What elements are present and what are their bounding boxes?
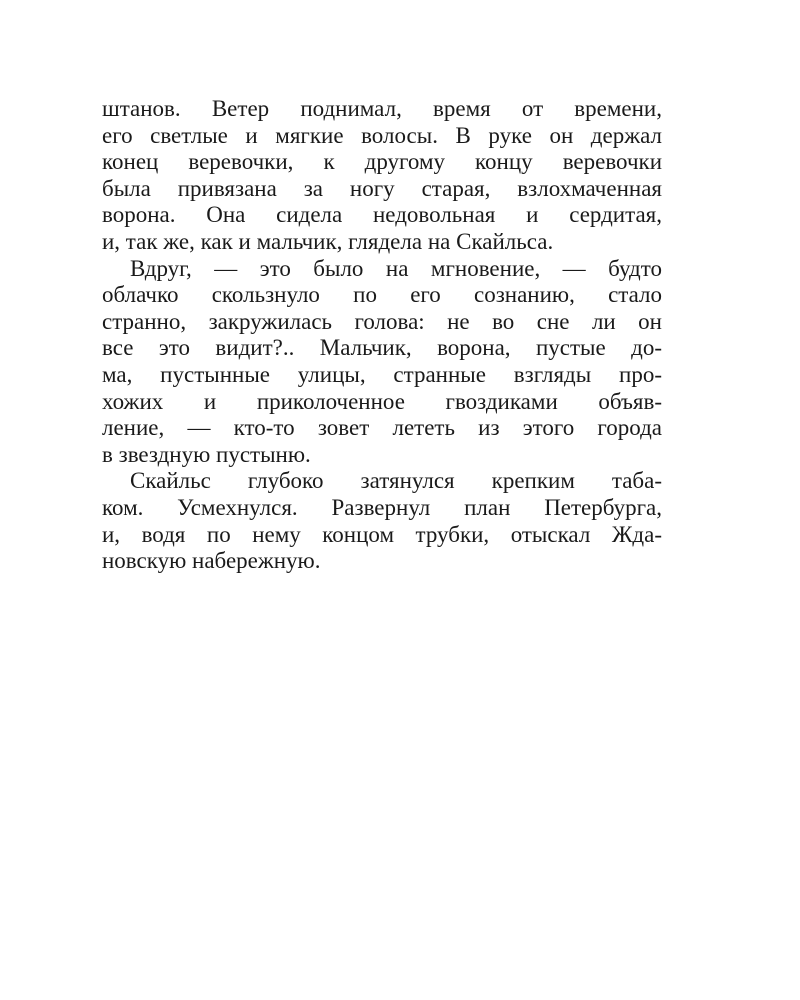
text-line: новскую набережную. [102,548,321,574]
text-line: штанов. Ветер поднимал, время от времени, [102,96,662,121]
text-line: ком. Усмехнулся. Развернул план Петербурга, [102,494,662,520]
text-line: его светлые и мягкие волосы. В руке он держал [102,122,662,148]
text-line: ма, пустынные улицы, странные взгляды про- [102,361,662,387]
text-line: Скайльс глубоко затянулся крепким таба- [130,468,662,494]
text-line: облачко скользнуло по его сознанию, стало [102,282,662,308]
text-line: и, водя по нему концом трубки, отыскал Жда- [102,521,662,547]
text-line: ление, — кто-то зовет лететь из этого города [102,415,662,441]
text-line: в звездную пустыню. [102,441,311,467]
paragraph-1 [102,96,662,256]
text-line: Вдруг, — это было на мгновение, — будто [130,255,662,281]
text-line: хожих и приколоченное гвоздиками объяв- [102,388,662,414]
text-line: странно, закружилась голова: не во сне ли он [102,308,662,334]
text-line: ворона. Она сидела недовольная и сердитая, [102,202,662,228]
text-line: и, так же, как и мальчик, глядела на Скайльса. [102,228,554,254]
text-line: конец веревочки, к другому концу веревочки [102,149,662,175]
paragraph-3 [102,468,662,574]
text-line: была привязана за ногу старая, взлохмаченная [102,175,662,201]
page-text [102,96,662,575]
paragraph-2 [102,256,662,469]
text-line: все это видит?.. Мальчик, ворона, пустые до- [102,335,662,361]
